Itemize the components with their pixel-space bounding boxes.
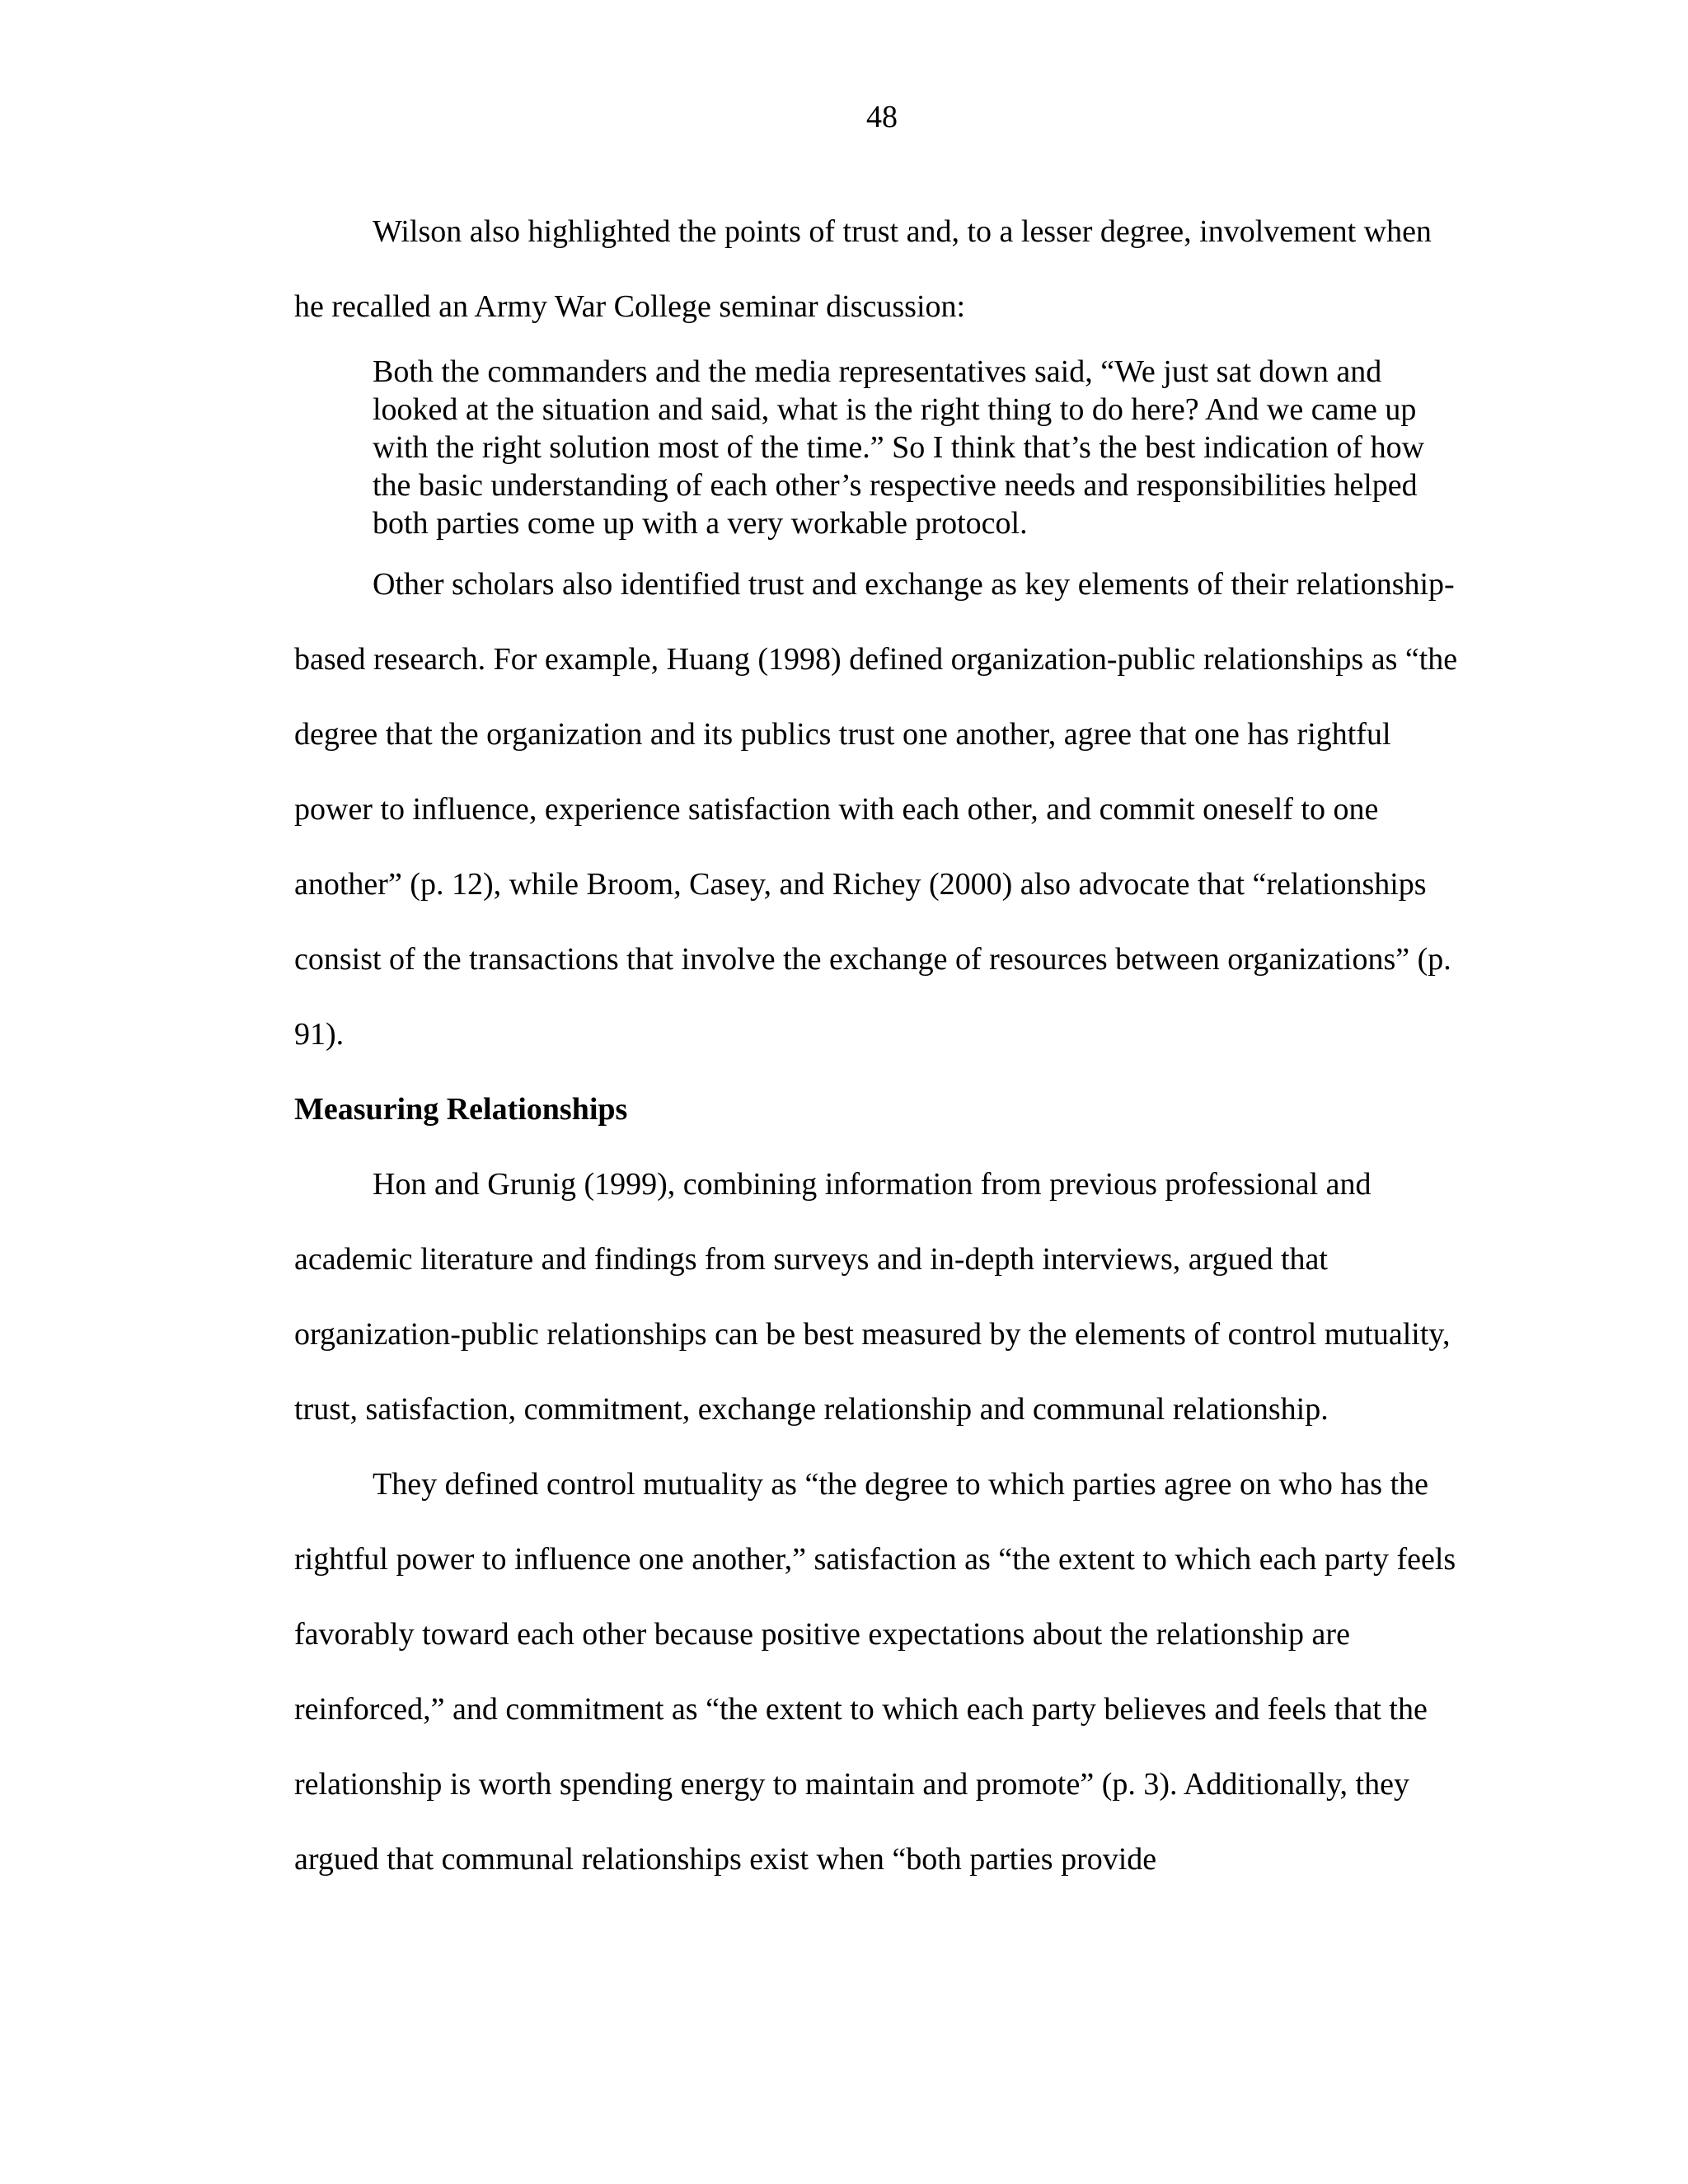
section-heading: Measuring Relationships [294, 1092, 628, 1127]
body-text [294, 194, 1465, 1897]
paragraph: Other scholars also identified trust and exchange as key elements of their relationship-based research. For example, Huang (1998) defined organization-public relationships as “the degree that the organization and its publics trust one another, agree that one has rightful power to influence, experience satisfaction with each other, and commit oneself to one another” (p. 12), while Broom, Casey, and Richey (2000) also advocate that “relationships consist of the transactions that involve the exchange of resources between organizations” (p. 91). [294, 567, 1458, 1052]
paragraph: Wilson also highlighted the points of trust and, to a lesser degree, involvement when he recalled an Army War College seminar discussion: [294, 214, 1432, 324]
paragraph: Hon and Grunig (1999), combining information from previous professional and academic literature and findings from surveys and in-depth interviews, argued that organization-public relationships can be best measured by the elements of control mutuality, trust, satisfaction, commitment, exchange relationship and communal relationship. [294, 1167, 1451, 1427]
paragraph: They defined control mutuality as “the degree to which parties agree on who has the rightful power to influence one another,” satisfaction as “the extent to which each party feels favorably toward each other because positive expectations about the relationship are reinforced,” and commitment as “the extent to which each party believes and feels that the relationship is worth spending energy to maintain and promote” (p. 3). Additionally, they argued that communal relationships exist when “both parties provide [294, 1467, 1456, 1877]
page-number: 48 [866, 100, 898, 134]
block-quote: Both the commanders and the media representatives said, “We just sat down and looked at the situation and said, what is the right thing to do here? And we came up with the right solution most of the time.” So I think that’s the best indication of how the basic understanding of each other’s respective needs and responsibilities helped both parties come up with a very workable protocol. [373, 354, 1425, 541]
